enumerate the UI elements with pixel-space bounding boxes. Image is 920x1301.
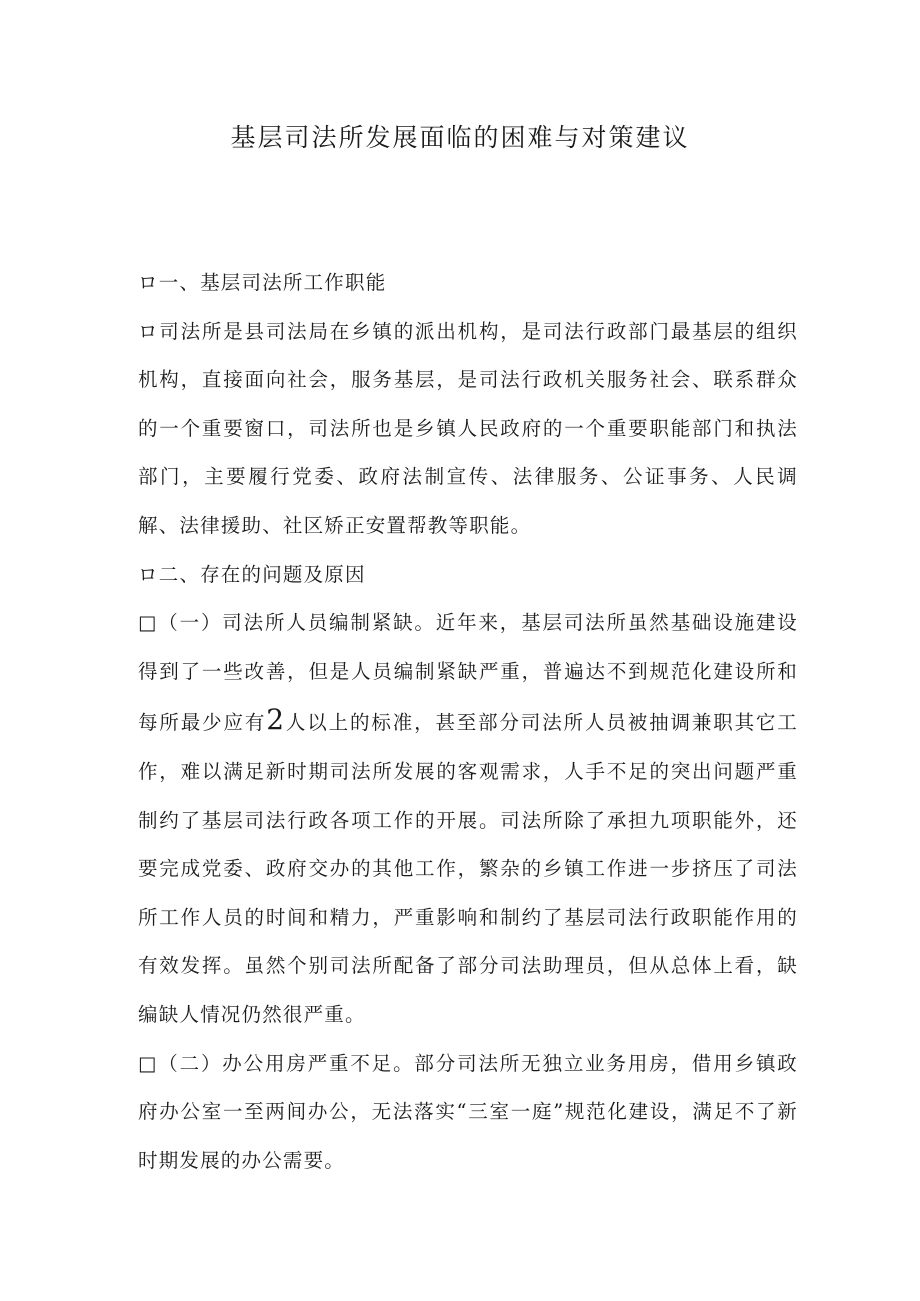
paragraph-staffing-text-before: □（一）司法所人员编制紧缺。近年来，基层司法所虽然基础设施建设得到了一些改善，但是人员编制紧缺严重，普遍达不到规范化建设所和每所最少应有 [138,611,798,735]
paragraph-office-space: □（二）办公用房严重不足。部分司法所无独立业务用房，借用乡镇政府办公室一至两间办公，无法落实“三室一庭”规范化建设，满足不了新时期发展的办公需要。 [138,1051,798,1172]
section-heading-problems: ロ二、存在的问题及原因 [138,562,366,586]
document-title: 基层司法所发展面临的困难与对策建议 [230,123,690,152]
staff-number: 2 [266,703,286,737]
paragraph-staffing [138,599,798,1039]
paragraph-staffing-text-after: 人以上的标准，甚至部分司法所人员被抽调兼职其它工作，难以满足新时期司法所发展的客观需求，人手不足的突出问题严重制约了基层司法行政各项工作的开展。司法所除了承担九项职能外，还要完成党委、政府交办的其他工作，繁杂的乡镇工作进一步挤压了司法所工作人员的时间和精力，严重影响和制约了基层司法行政职能作用的有效发挥。虽然个别司法所配备了部分司法助理员，但从总体上看，缺编缺人情况仍然很严重。 [138,711,798,1026]
paragraph-functions: ロ司法所是县司法局在乡镇的派出机构，是司法行政部门最基层的组织机构，直接面向社会，服务基层，是司法行政机关服务社会、联系群众的一个重要窗口，司法所也是乡镇人民政府的一个重要职能部门和执法部门，主要履行党委、政府法制宣传、法律服务、公证事务、人民调解、法律援助、社区矫正安置帮教等职能。 [138,319,798,537]
document-body [138,259,798,1185]
section-heading-functions: ロ一、基层司法所工作职能 [138,271,387,294]
